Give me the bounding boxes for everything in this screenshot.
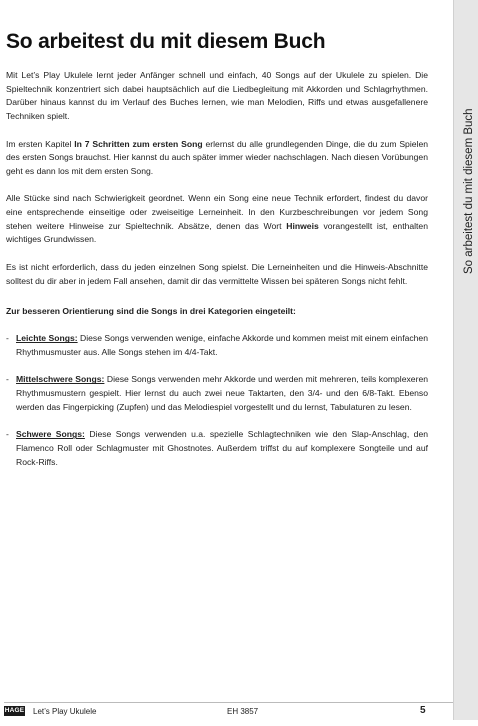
category-name: Schwere Songs: [16, 429, 85, 440]
chapter-name: In 7 Schritten zum ersten Song [74, 138, 203, 149]
footer-book-title: Let’s Play Ukulele [33, 707, 97, 716]
paragraph-first-chapter: Im ersten Kapitel In 7 Schritten zum ersten Song erlernst du alle grundlegenden Dinge, die du zum Spielen des ersten Songs brauchst. Hier kannst du auch später immer wieder nachschlagen. Nach diesen Vorübungen geht es dann los mit dem ersten Song. [6, 138, 428, 176]
footer-divider [4, 702, 453, 703]
list-dash: - [6, 429, 9, 440]
list-dash: - [6, 374, 9, 385]
category-name: Mittelschwere Songs: [16, 374, 105, 385]
category-easy: - Leichte Songs: Diese Songs verwenden wenige, einfache Akkorde und kommen meist mit einem einfachen Rhythmusmuster aus. Alle Songs stehen im 4/4-Takt. [6, 333, 428, 358]
page-number: 5 [420, 705, 426, 716]
category-medium: - Mittelschwere Songs: Diese Songs verwenden mehr Akkorde und werden mit mehreren, teils komplexeren Rhythmusmustern gespielt. Hier lernst du auch zwei neue Taktarten, den 3/4- und den 6/8-Takt. Ebenso werden das Fingerpicking (Zupfen) und das Melodiespiel vorgestellt und du lernst, Tabulaturen zu lesen. [6, 374, 428, 412]
categories-section [6, 305, 428, 483]
paragraph-ordering: Alle Stücke sind nach Schwierigkeit geordnet. Wenn ein Song eine neue Technik erfordert, findest du davor eine entsprechende einseitige oder zweiseitige Lerneinheit. In den Kurzbeschreibungen vor jedem Song stehen weitere Hinweise zur Spieltechnik. Absätze, denen das Wort Hinweis vorangestellt ist, enthalten wichtiges Grundwissen. [6, 193, 428, 245]
sidebar-chapter-title: So arbeitest du mit diesem Buch [463, 108, 475, 274]
paragraph-not-required: Es ist nicht erforderlich, dass du jeden einzelnen Song spielst. Die Lerneinheiten und die Hinweis-Abschnitte solltest du dir aber in jedem Fall ansehen, damit dir das vermittelte Wissen bei späteren Songs nicht fehlt. [6, 261, 428, 286]
hint-word: Hinweis [286, 220, 319, 231]
publisher-logo: HAGE [4, 707, 25, 714]
paragraph-intro: Mit Let’s Play Ukulele lernt jeder Anfänger schnell und einfach, 40 Songs auf der Ukulele zu spielen. Die Spieltechnik konzentriert sich dabei hauptsächlich auf die Liedbegleitung mit Akkorden und Schlagrhythmen. Darüber hinaus kannst du im Verlauf des Buches lernen, wie man Melodien, Riffs und etwas ausgefallenere Techniken spielt. [6, 70, 428, 122]
page-title: So arbeitest du mit diesem Buch [6, 30, 326, 53]
intro-text [6, 69, 428, 288]
list-dash: - [6, 333, 9, 344]
categories-heading: Zur besseren Orientierung sind die Songs in drei Kategorien eingeteilt: [6, 306, 296, 316]
category-hard: - Schwere Songs: Diese Songs verwenden u.a. spezielle Schlagtechniken wie den Slap-Anschlag, den Flamenco Roll oder Schlagmuster mit Ghostnotes. Außerdem triffst du auf komplexere Songteile und auf Rock-Riffs. [6, 429, 428, 467]
footer-code: EH 3857 [227, 707, 259, 716]
category-name: Leichte Songs: [16, 333, 78, 344]
